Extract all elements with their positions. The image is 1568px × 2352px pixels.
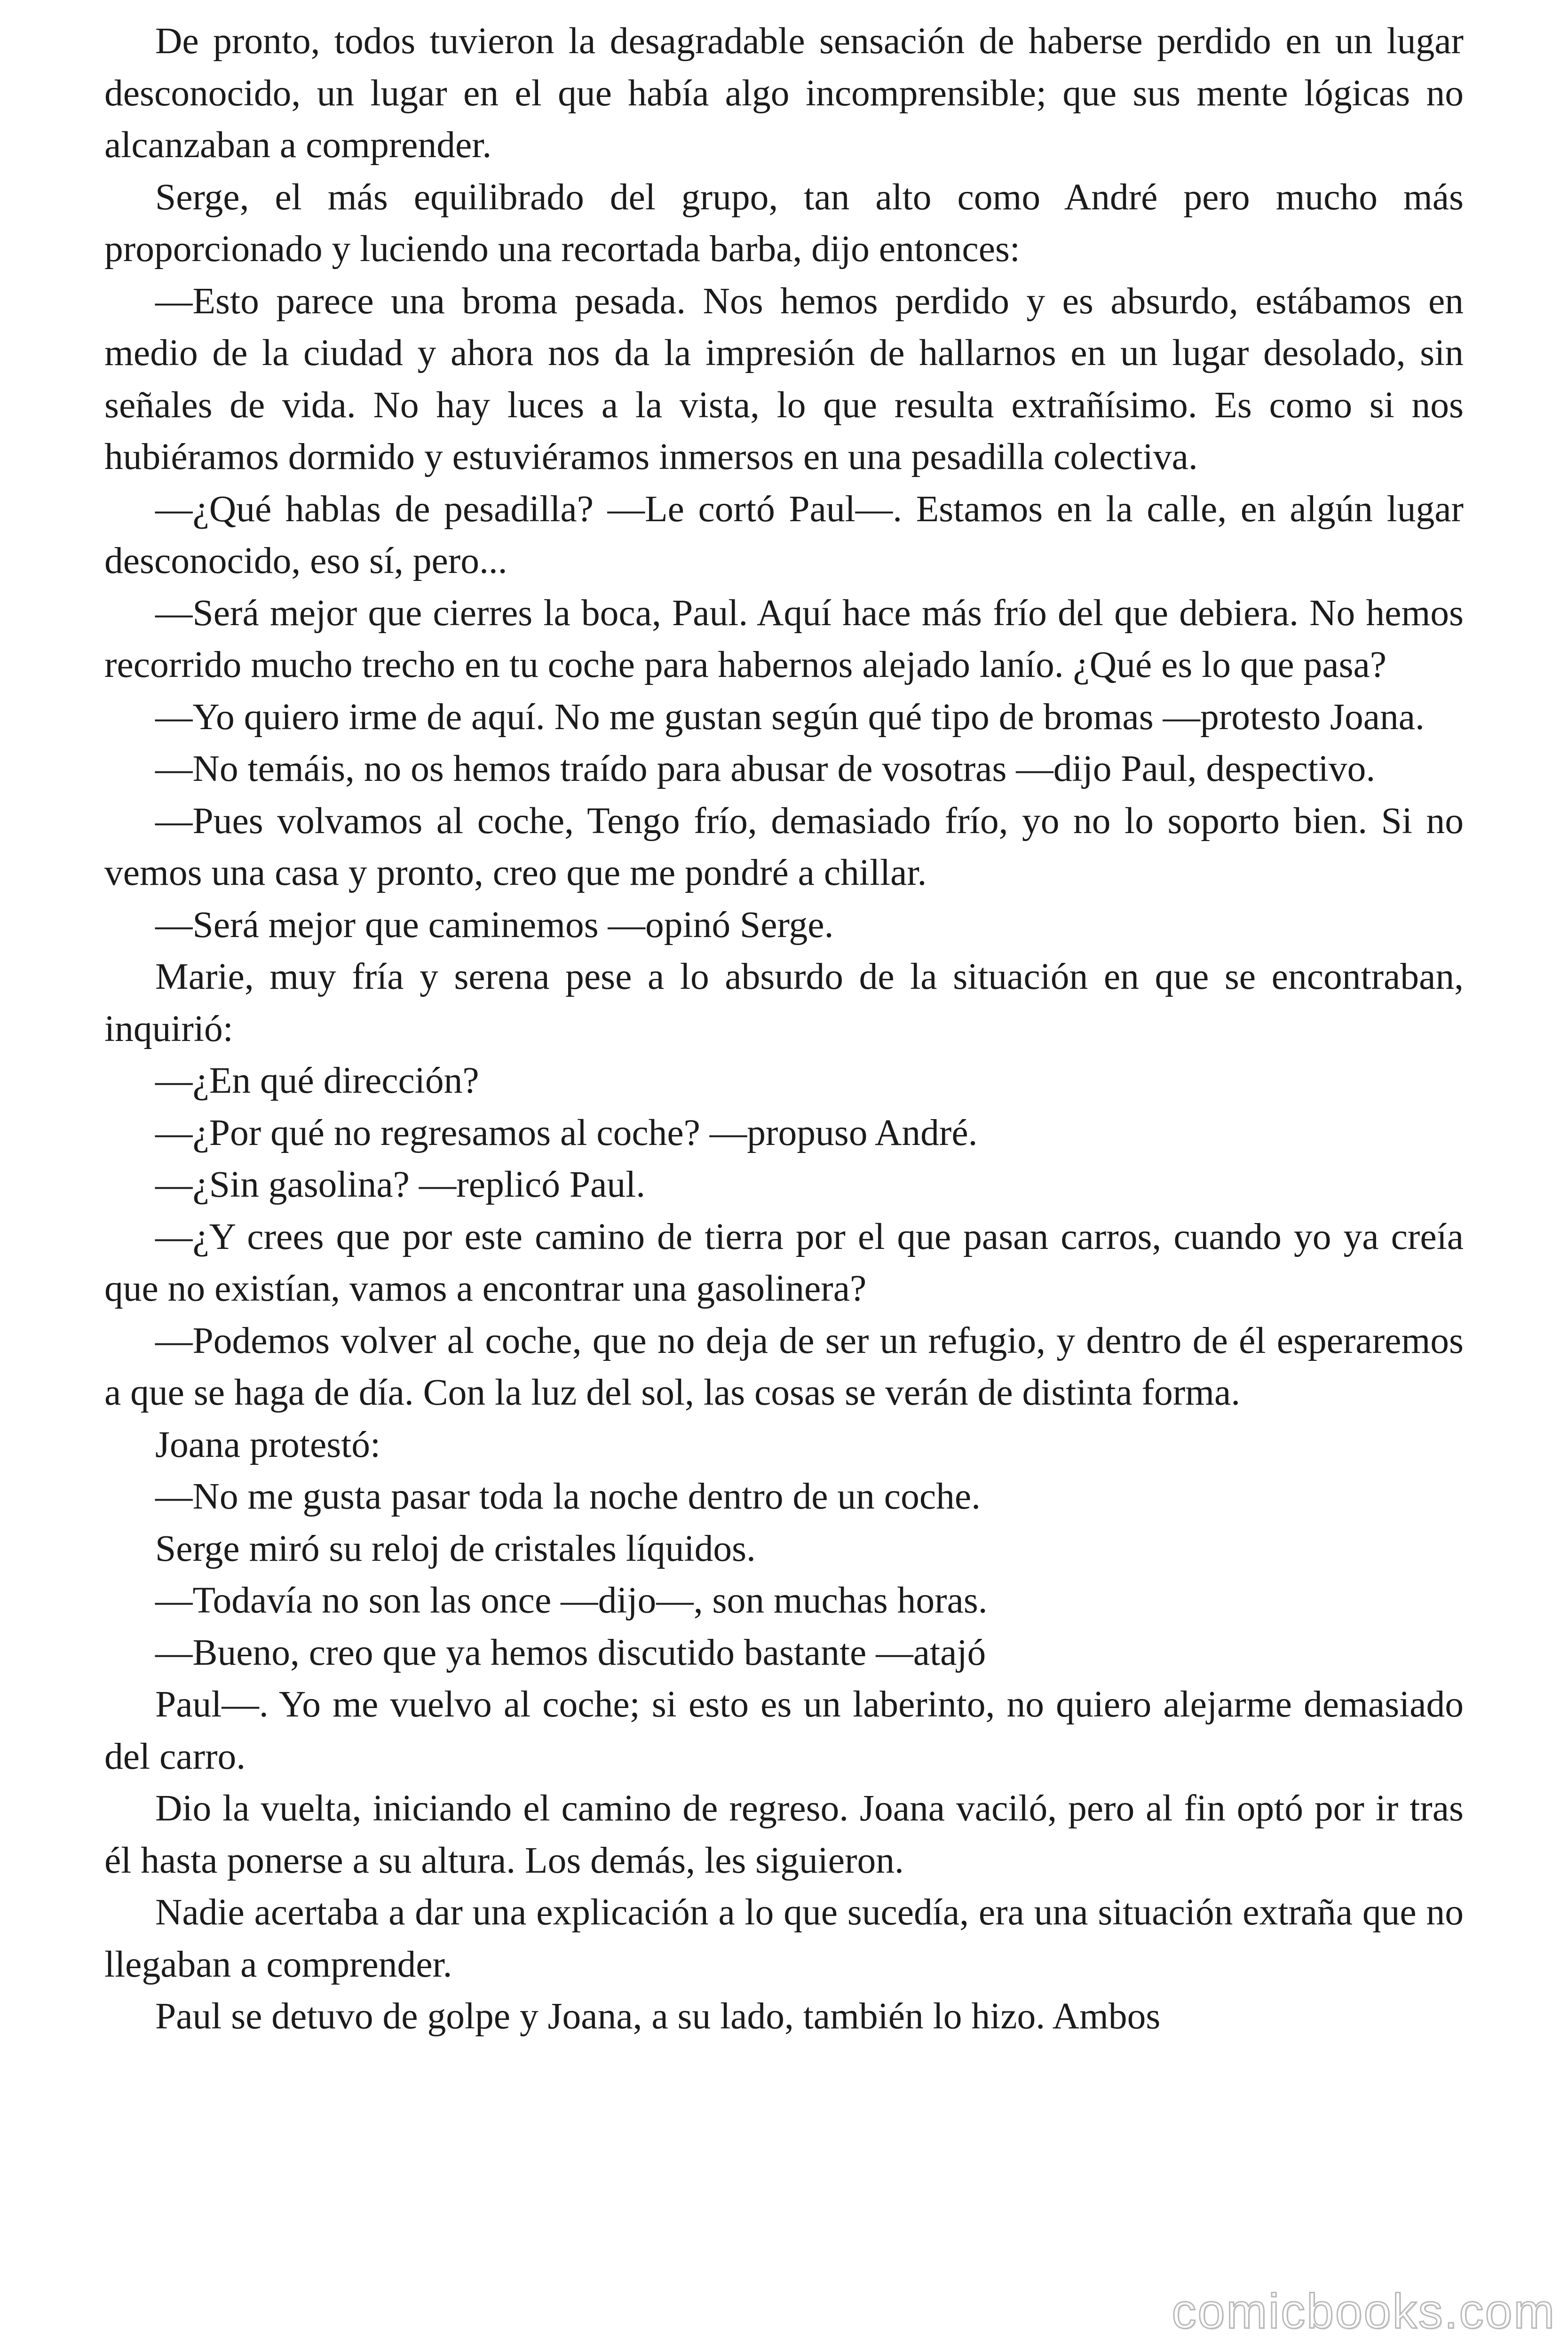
paragraph: —Será mejor que cierres la boca, Paul. Aquí hace más frío del que debiera. No hemos recorrido mucho trecho en tu coche para habernos alejado lanío. ¿Qué es lo que pasa?	[104, 592, 1464, 685]
paragraph: Paul—. Yo me vuelvo al coche; si esto es un laberinto, no quiero alejarme demasiado del carro.	[104, 1684, 1464, 1777]
paragraph: Serge, el más equilibrado del grupo, tan alto como André pero mucho más proporcionado y luciendo una recortada barba, dijo entonces:	[104, 176, 1464, 270]
paragraph: —No me gusta pasar toda la noche dentro de un coche.	[155, 1476, 981, 1517]
paragraph: Serge miró su reloj de cristales líquidos.	[155, 1527, 756, 1569]
page-body	[104, 15, 1464, 2042]
paragraph: —¿Sin gasolina? —replicó Paul.	[155, 1164, 646, 1205]
paragraph: Nadie acertaba a dar una explicación a lo que sucedía, era una situación extraña que no llegaban a comprender.	[104, 1891, 1464, 1985]
paragraph: Paul se detuvo de golpe y Joana, a su lado, también lo hizo. Ambos	[155, 1995, 1161, 2037]
paragraph: —Esto parece una broma pesada. Nos hemos perdido y es absurdo, estábamos en medio de la ciudad y ahora nos da la impresión de hallarnos en un lugar desolado, sin señales de vida. No hay luces a la vista, lo que resulta extrañísimo. Es como si nos hubiéramos dormido y estuviéramos inmersos en una pesadilla colectiva.	[104, 280, 1464, 477]
paragraph: —¿Qué hablas de pesadilla? —Le cortó Paul—. Estamos en la calle, en algún lugar desconocido, eso sí, pero...	[104, 488, 1464, 581]
paragraph: —Bueno, creo que ya hemos discutido bastante —atajó	[155, 1631, 986, 1673]
paragraph: —Podemos volver al coche, que no deja de ser un refugio, y dentro de él esperaremos a que se haga de día. Con la luz del sol, las cosas se verán de distinta forma.	[104, 1319, 1464, 1413]
paragraph: —Será mejor que caminemos —opinó Serge.	[155, 904, 834, 946]
paragraph: Marie, muy fría y serena pese a lo absurdo de la situación en que se encontraban, inquirió:	[104, 956, 1464, 1049]
paragraph: —Todavía no son las once —dijo—, son muchas horas.	[155, 1580, 988, 1621]
paragraph: —No temáis, no os hemos traído para abusar de vosotras —dijo Paul, despectivo.	[155, 748, 1376, 789]
paragraph: Joana protestó:	[155, 1423, 381, 1465]
paragraph: —¿Por qué no regresamos al coche? —propuso André.	[155, 1112, 978, 1153]
watermark: comicbooks.com	[1172, 2284, 1556, 2339]
paragraph: Dio la vuelta, iniciando el camino de regreso. Joana vaciló, pero al fin optó por ir tras él hasta ponerse a su altura. Los demás, les siguieron.	[104, 1788, 1464, 1881]
paragraph: —¿Y crees que por este camino de tierra por el que pasan carros, cuando yo ya creía que no existían, vamos a encontrar una gasolinera?	[104, 1216, 1464, 1309]
paragraph: —¿En qué dirección?	[155, 1060, 479, 1101]
paragraph: —Yo quiero irme de aquí. No me gustan según qué tipo de bromas —protesto Joana.	[155, 696, 1425, 738]
paragraph: De pronto, todos tuvieron la desagradable sensación de haberse perdido en un lugar desconocido, un lugar en el que había algo incomprensible; que sus mente lógicas no alcanzaban a comprender.	[104, 20, 1464, 166]
paragraph: —Pues volvamos al coche, Tengo frío, demasiado frío, yo no lo soporto bien. Si no vemos una casa y pronto, creo que me pondré a chillar.	[104, 800, 1464, 893]
